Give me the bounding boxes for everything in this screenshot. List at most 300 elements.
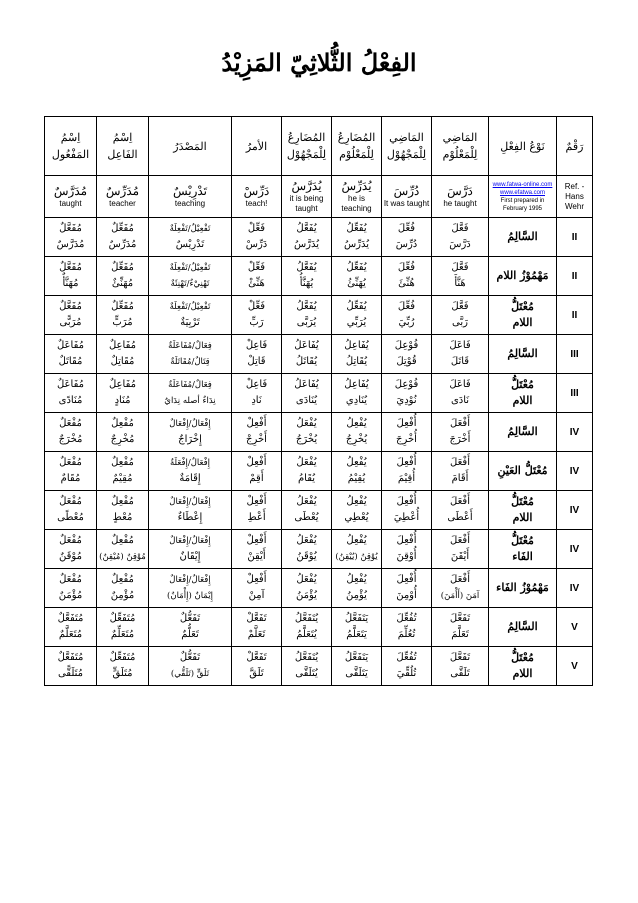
form-cell xyxy=(282,530,332,569)
pattern-text: مُفَعَّلٌ xyxy=(59,301,82,312)
pattern-text: يُفَاعَلُ xyxy=(294,340,319,351)
form-cell xyxy=(382,335,432,374)
pattern-text: يُفَعِّلُ xyxy=(346,301,367,312)
table-row xyxy=(45,647,593,686)
form-cell xyxy=(432,569,489,608)
example-text: قَاتِلْ xyxy=(247,356,266,367)
pattern-text: فِعَالٌ/مُفَاعَلَةٌ xyxy=(168,341,212,351)
example-text: أُوْقِنَ xyxy=(396,551,417,562)
verb-type: مُعْتَلُّ اللام xyxy=(489,647,557,686)
pattern-text: فُوْعِلَ xyxy=(394,340,419,351)
verb-type: السَّالِمُ xyxy=(489,608,557,647)
column-header: رَقْمٌ xyxy=(557,117,593,176)
form-cell xyxy=(45,569,97,608)
example-text: يُرَبَّى xyxy=(296,317,317,328)
pattern-text: فُعِّلَ xyxy=(397,301,416,312)
form-cell xyxy=(282,647,332,686)
form-cell xyxy=(97,608,149,647)
example-text: هَنِّئْ xyxy=(248,278,265,289)
form-cell xyxy=(332,257,382,296)
pattern-text: إِفْعَالٌ/إِفْعَالٌ xyxy=(169,497,211,507)
example-text: أُعْطِيَ xyxy=(393,512,420,523)
pattern-text: مُفَاعَلٌ xyxy=(56,379,84,390)
example-text: يُؤْمِنُ xyxy=(346,590,367,601)
table-row xyxy=(45,569,593,608)
pattern-text: أَفْعِلْ xyxy=(246,496,267,507)
pattern-text: مُفَاعِلٌ xyxy=(108,340,136,351)
example-text: تَعَلَّمْ xyxy=(247,629,266,640)
example-text: يُدَرَّسُ xyxy=(293,239,320,250)
pattern-text: تُفُعِّلَ xyxy=(396,613,417,624)
pattern-text: فَاعَلَ xyxy=(449,340,471,351)
example-text: هَنَّأَ xyxy=(454,278,466,289)
column-header: الأمرُ xyxy=(232,117,282,176)
example-english: he taught xyxy=(443,199,477,208)
example-text: أُخْرِجَ xyxy=(396,434,417,445)
example-text: أَقِمْ xyxy=(249,473,264,484)
pattern-text: مُفْعَلٌ xyxy=(59,535,82,546)
form-cell xyxy=(382,296,432,335)
example-text: أُوْمِنَ xyxy=(396,590,417,601)
form-cell xyxy=(97,647,149,686)
pattern-text: فَاعَلَ xyxy=(449,379,471,390)
source-cell xyxy=(489,176,557,218)
table-row xyxy=(45,491,593,530)
pattern-text: مُفَعِّلٌ xyxy=(111,223,134,234)
pattern-text: فَعَّلَ xyxy=(451,262,469,273)
source-link[interactable]: www.efatwa.com xyxy=(499,189,545,196)
example-cell xyxy=(382,176,432,218)
pattern-text: يُفَاعِلُ xyxy=(344,340,369,351)
form-cell xyxy=(382,452,432,491)
table-row xyxy=(45,335,593,374)
example-english: he is teaching xyxy=(341,194,372,213)
example-text: مُنَادٍ xyxy=(114,395,131,406)
table-row xyxy=(45,608,593,647)
form-number: IV xyxy=(557,491,593,530)
form-cell xyxy=(432,257,489,296)
example-text: أَخْرِجْ xyxy=(246,434,267,445)
pattern-text: أَفْعَلَ xyxy=(450,418,470,429)
table-row xyxy=(45,530,593,569)
example-row xyxy=(45,176,593,218)
form-cell xyxy=(149,530,232,569)
example-text: مُخْرِجٌ xyxy=(110,434,135,445)
column-header: المَاضِي لِلْمَعْلُوْم xyxy=(432,117,489,176)
form-cell xyxy=(232,218,282,257)
pattern-text: تَفَعَّلْ xyxy=(246,652,267,663)
form-number: IV xyxy=(557,452,593,491)
form-cell xyxy=(382,374,432,413)
form-cell xyxy=(97,413,149,452)
pattern-text: مُفْعِلٌ xyxy=(111,418,134,429)
table-row xyxy=(45,218,593,257)
verb-type: مُعْتَلُّ اللام xyxy=(489,296,557,335)
source-note: First prepared in February 1995 xyxy=(500,197,545,212)
example-text: دُرِّسَ xyxy=(395,239,418,250)
form-cell xyxy=(232,491,282,530)
form-cell xyxy=(45,647,97,686)
form-cell xyxy=(149,569,232,608)
form-cell xyxy=(45,257,97,296)
example-text: مُعْطًى xyxy=(57,512,84,523)
example-text: دَرِّسْ xyxy=(245,239,268,250)
page-title: الفِعْلُ الثُّلاثِيّ المَزِيْدُ xyxy=(221,48,417,77)
pattern-text: أَفْعِلْ xyxy=(246,535,267,546)
form-cell xyxy=(332,569,382,608)
example-text: رَبِّ xyxy=(249,317,264,328)
form-cell xyxy=(97,569,149,608)
pattern-text: تُفُعِّلَ xyxy=(396,652,417,663)
pattern-text: يُفْعِلُ xyxy=(346,496,367,507)
form-cell xyxy=(232,608,282,647)
example-arabic: يُدَرِّسُ xyxy=(341,179,372,193)
example-text: مُتَلَقًّى xyxy=(57,668,84,679)
pattern-text: أَفْعَلَ xyxy=(450,457,470,468)
form-cell xyxy=(332,335,382,374)
form-number: IV xyxy=(557,569,593,608)
form-cell xyxy=(149,647,232,686)
pattern-text: يُفْعَلُ xyxy=(296,496,317,507)
form-cell xyxy=(149,296,232,335)
pattern-text: فَعِّلْ xyxy=(247,301,266,312)
example-arabic: يُدَرَّسُ xyxy=(291,179,322,193)
pattern-text: يُفْعَلُ xyxy=(296,574,317,585)
example-cell xyxy=(149,176,232,218)
example-text: يُدَرِّسُ xyxy=(343,239,370,250)
example-english: teach! xyxy=(245,199,268,208)
form-cell xyxy=(45,491,97,530)
pattern-text: مُفْعَلٌ xyxy=(59,496,82,507)
form-cell xyxy=(432,452,489,491)
example-text: مُنَادًى xyxy=(58,395,83,406)
form-number: V xyxy=(557,608,593,647)
pattern-text: إِفْعَالٌ/إِفْعَالٌ xyxy=(169,575,211,585)
example-text: أَيْقِنْ xyxy=(247,551,266,562)
reference-cell: Ref. - Hans Wehr xyxy=(557,176,593,218)
pattern-text: مُفْعِلٌ xyxy=(111,574,134,585)
example-text: أُقِيْمَ xyxy=(397,473,416,484)
example-text: تَلَقٍّ (تَلَقُّي) xyxy=(170,669,210,679)
pattern-text: يُفَعَّلُ xyxy=(296,262,317,273)
column-header: اِسْمُ الفَاعِل xyxy=(97,117,149,176)
pattern-text: تَفْعِيْلٌ/تَفْعِلَةٌ xyxy=(169,224,211,234)
example-english: it is being taught xyxy=(289,194,324,213)
form-cell xyxy=(97,491,149,530)
pattern-text: فَعِّلْ xyxy=(247,262,266,273)
pattern-text: مُفْعِلٌ xyxy=(111,457,134,468)
pattern-text: مُتَفَعَّلٌ xyxy=(57,652,84,663)
verb-type: السَّالِمُ xyxy=(489,218,557,257)
example-text: مُتَعَلِّمٌ xyxy=(110,629,135,640)
example-cell xyxy=(232,176,282,218)
pattern-text: فُوْعِلَ xyxy=(394,379,419,390)
form-cell xyxy=(382,530,432,569)
pattern-text: أَفْعِلْ xyxy=(246,574,267,585)
verb-type: مَهْمُوْزُ الفَاء xyxy=(489,569,557,608)
pattern-text: يُفْعَلُ xyxy=(296,535,317,546)
form-cell xyxy=(149,374,232,413)
form-cell xyxy=(149,491,232,530)
pattern-text: إِفْعَالٌ/إِفْعَلَةٌ xyxy=(169,458,211,468)
example-text: مُؤْمَنٌ xyxy=(58,590,83,601)
example-text: يُتَلَقَّى xyxy=(295,668,318,679)
verb-type: مُعْتَلُّ اللام xyxy=(489,491,557,530)
pattern-text: أَفْعِلْ xyxy=(246,418,267,429)
pattern-text: تَفَعُّلٌ xyxy=(179,652,201,663)
form-cell xyxy=(45,335,97,374)
example-text: يُقَامُ xyxy=(297,473,316,484)
form-cell xyxy=(432,218,489,257)
example-text: يُعْطَى xyxy=(294,512,319,523)
table-row xyxy=(45,374,593,413)
pattern-text: يُفَعَّلُ xyxy=(296,223,317,234)
example-cell xyxy=(97,176,149,218)
pattern-text: أَفْعَلَ xyxy=(450,535,470,546)
column-header: المَصْدَرُ xyxy=(149,117,232,176)
example-text: قُوْتِلَ xyxy=(396,356,417,367)
form-number: II xyxy=(557,296,593,335)
pattern-text: يُفْعَلُ xyxy=(296,457,317,468)
pattern-text: يُفَاعِلُ xyxy=(344,379,369,390)
pattern-text: مُفَعِّلٌ xyxy=(111,262,134,273)
form-cell xyxy=(432,296,489,335)
example-text: مُدَرِّسٌ xyxy=(108,239,137,250)
pattern-text: تَفْعِيْلٌ/تَفْعِلَةٌ xyxy=(169,302,211,312)
example-text: يُوْقَنُ xyxy=(296,551,317,562)
example-cell xyxy=(282,176,332,218)
form-number: III xyxy=(557,374,593,413)
pattern-text: مُفَاعِلٌ xyxy=(108,379,136,390)
example-text: قَاتَلَ xyxy=(450,356,470,367)
example-arabic: مُدَرَّسٌ xyxy=(53,184,88,198)
example-arabic: دَرِّسْ xyxy=(243,184,270,198)
form-cell xyxy=(332,491,382,530)
example-text: مُؤْمِنٌ xyxy=(110,590,135,601)
form-cell xyxy=(332,647,382,686)
header-row xyxy=(45,117,593,176)
form-cell xyxy=(232,530,282,569)
form-cell xyxy=(382,608,432,647)
form-cell xyxy=(382,218,432,257)
example-text: نِدَاءٌ أصله نِدَايٌ xyxy=(164,396,216,406)
form-number: V xyxy=(557,647,593,686)
pattern-text: فَاعِلْ xyxy=(245,340,268,351)
form-cell xyxy=(45,296,97,335)
form-cell xyxy=(149,608,232,647)
pattern-text: أَفْعِلْ xyxy=(246,457,267,468)
form-cell xyxy=(282,257,332,296)
form-number: IV xyxy=(557,413,593,452)
example-english: taught xyxy=(59,199,82,208)
pattern-text: فَاعِلْ xyxy=(245,379,268,390)
form-cell xyxy=(97,374,149,413)
example-text: يُرَبِّي xyxy=(346,317,367,328)
form-cell xyxy=(149,335,232,374)
example-text: يُعْطِي xyxy=(344,512,369,523)
example-text: تَعَلَّمَ xyxy=(451,629,469,640)
form-cell xyxy=(282,608,332,647)
pattern-text: مُفَعِّلٌ xyxy=(111,301,134,312)
verb-type: السَّالِمُ xyxy=(489,335,557,374)
form-cell xyxy=(282,569,332,608)
example-text: هُنِّئَ xyxy=(398,278,415,289)
pattern-text: مُتَفَعِّلٌ xyxy=(109,652,136,663)
example-text: إِعْطَاءٌ xyxy=(177,512,203,523)
example-text: أَيْقَنَ xyxy=(450,551,470,562)
example-text: رُبِّيَ xyxy=(398,317,415,328)
form-cell xyxy=(332,374,382,413)
form-cell xyxy=(432,647,489,686)
verb-type: السَّالِمُ xyxy=(489,413,557,452)
example-text: يُخْرِجُ xyxy=(345,434,368,445)
form-cell xyxy=(382,491,432,530)
example-text: مُخْرَجٌ xyxy=(58,434,83,445)
example-english: teacher xyxy=(109,199,136,208)
example-text: يُقَاتَلُ xyxy=(295,356,318,367)
form-cell xyxy=(432,413,489,452)
verb-type: مُعْتَلُّ اللام xyxy=(489,374,557,413)
form-cell xyxy=(332,218,382,257)
form-cell xyxy=(282,413,332,452)
example-text: يُنَادِي xyxy=(345,395,368,406)
form-cell xyxy=(282,374,332,413)
example-text: تَعَلُّمٌ xyxy=(181,629,199,640)
example-arabic: دَرَّسَ xyxy=(447,184,473,198)
pattern-text: فِعَالٌ/مُفَاعَلَةٌ xyxy=(168,380,212,390)
form-cell xyxy=(232,335,282,374)
pattern-text: يُتَفَعَّلُ xyxy=(294,652,319,663)
pattern-text: فُعِّلَ xyxy=(397,262,416,273)
form-cell xyxy=(282,218,332,257)
form-cell xyxy=(432,335,489,374)
form-cell xyxy=(45,530,97,569)
pattern-text: أُفْعِلَ xyxy=(396,496,417,507)
example-text: مُرَبًّى xyxy=(59,317,82,328)
column-header: اِسْمُ المَفْعُول xyxy=(45,117,97,176)
table-row xyxy=(45,296,593,335)
form-number: IV xyxy=(557,530,593,569)
form-cell xyxy=(382,413,432,452)
form-cell xyxy=(432,608,489,647)
example-text: مُوْقَنٌ xyxy=(59,551,82,562)
example-text: تَلَقَّى xyxy=(450,668,470,679)
form-cell xyxy=(432,374,489,413)
example-text: نَادَى xyxy=(450,395,470,406)
example-text: يُوْقِنُ (يُيْقِنُ) xyxy=(335,552,378,562)
example-text: قِتَالٌ/مُقَاتَلَةٌ xyxy=(170,357,210,367)
form-cell xyxy=(45,218,97,257)
table-row xyxy=(45,452,593,491)
form-number: II xyxy=(557,257,593,296)
form-cell xyxy=(97,296,149,335)
pattern-text: مُفْعِلٌ xyxy=(111,535,134,546)
column-header: المَاضِي لِلْمَجْهُوْل xyxy=(382,117,432,176)
pattern-text: مُفْعَلٌ xyxy=(59,418,82,429)
form-cell xyxy=(232,413,282,452)
example-text: مُتَعَلَّمٌ xyxy=(58,629,83,640)
pattern-text: يُفَعَّلُ xyxy=(296,301,317,312)
pattern-text: تَفَعَّلْ xyxy=(246,613,267,624)
example-text: إِيْمَانٌ (إِأْمَانٌ) xyxy=(167,591,213,601)
form-cell xyxy=(332,530,382,569)
form-cell xyxy=(232,257,282,296)
example-text: يُقَاتِلُ xyxy=(345,356,368,367)
form-cell xyxy=(382,647,432,686)
example-text: إِيْقَانٌ xyxy=(179,551,201,562)
form-cell xyxy=(432,491,489,530)
pattern-text: تَفَعَّلَ xyxy=(449,613,471,624)
form-cell xyxy=(432,530,489,569)
form-cell xyxy=(382,257,432,296)
pattern-text: مُفَاعَلٌ xyxy=(56,340,84,351)
example-english: teaching xyxy=(174,199,206,208)
example-text: تَدْرِيْسٌ xyxy=(175,239,205,250)
example-arabic: دُرِّسَ xyxy=(393,184,420,198)
pattern-text: أَفْعَلَ xyxy=(450,574,470,585)
example-text: يُهَنِّئُ xyxy=(347,278,366,289)
column-header: المُضَارِعُ لِلْمَجْهُوْل xyxy=(282,117,332,176)
verb-type: مُعْتَلُّ الفَاء xyxy=(489,530,557,569)
form-cell xyxy=(332,608,382,647)
form-cell xyxy=(149,413,232,452)
pattern-text: مُتَفَعِّلٌ xyxy=(109,613,136,624)
form-cell xyxy=(45,413,97,452)
form-cell xyxy=(97,218,149,257)
example-text: مُوْقِنٌ (مُيْقِنٌ) xyxy=(99,552,146,562)
form-number: III xyxy=(557,335,593,374)
example-text: آمِنْ xyxy=(248,590,265,601)
form-cell xyxy=(149,218,232,257)
example-text: مُرَبٍّ xyxy=(112,317,133,328)
form-cell xyxy=(382,569,432,608)
example-text: تُلُقِّيَ xyxy=(396,668,417,679)
example-text: آمَنَ (أَأْمَنَ) xyxy=(440,591,480,601)
example-text: أَخْرَجَ xyxy=(449,434,471,445)
example-text: مُدَرَّسٌ xyxy=(56,239,85,250)
example-text: يُهَنَّأُ xyxy=(299,278,314,289)
example-text: نَادِ xyxy=(251,395,262,406)
example-text: مُقَاتِلٌ xyxy=(110,356,135,367)
form-cell xyxy=(97,530,149,569)
form-cell xyxy=(97,335,149,374)
example-arabic: مُدَرِّسٌ xyxy=(105,184,140,198)
pattern-text: أُفْعِلَ xyxy=(396,535,417,546)
pattern-text: يُفَاعَلُ xyxy=(294,379,319,390)
pattern-text: مُفْعَلٌ xyxy=(59,457,82,468)
pattern-text: مُفْعَلٌ xyxy=(59,574,82,585)
pattern-text: يَتَفَعَّلُ xyxy=(344,613,369,624)
example-text: دَرَّسَ xyxy=(449,239,471,250)
form-number: II xyxy=(557,218,593,257)
pattern-text: يُفْعِلُ xyxy=(346,574,367,585)
form-cell xyxy=(332,413,382,452)
example-cell xyxy=(45,176,97,218)
form-cell xyxy=(149,257,232,296)
example-text: مُقَامٌ xyxy=(60,473,81,484)
pattern-text: تَفَعَّلَ xyxy=(449,652,471,663)
form-cell xyxy=(232,569,282,608)
example-text: أَقَامَ xyxy=(451,473,469,484)
example-text: أَعْطِ xyxy=(247,512,266,523)
form-cell xyxy=(45,452,97,491)
form-cell xyxy=(282,452,332,491)
example-text: تَرْبِيَةٌ xyxy=(180,317,200,328)
example-text: إِقَامَةٌ xyxy=(179,473,201,484)
source-link[interactable]: www.fatwa-online.com xyxy=(492,181,553,188)
example-text: إِخْرَاجٌ xyxy=(178,434,202,445)
column-header: نَوْعُ الفِعْلِ xyxy=(489,117,557,176)
